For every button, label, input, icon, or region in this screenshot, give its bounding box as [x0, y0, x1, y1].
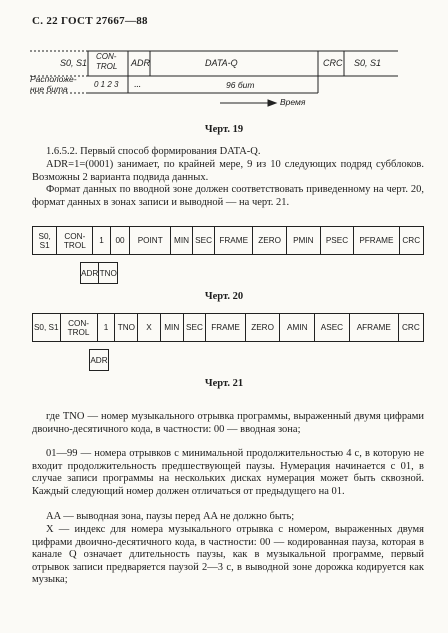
fig20-caption: Черт. 20 [204, 291, 244, 302]
fig20-cell-min: MIN [171, 227, 193, 255]
fig19-time-label: Время [280, 97, 306, 107]
fig19-cell-control: CON- TROL [96, 52, 118, 71]
fig21-cell-min: MIN [160, 314, 183, 342]
fig20-cell-tno: 00 [110, 227, 130, 255]
figure-21-table [32, 313, 424, 342]
paragraph-aa: AA — выводная зона, паузы перед AA не должно быть; [46, 511, 295, 522]
fig21-cell-amin: AMIN [280, 314, 315, 342]
fig21-cell-frame: FRAME [206, 314, 245, 342]
fig21-cell-sec: SEC [183, 314, 206, 342]
fig19-cell-dataq: DATA-Q [205, 58, 238, 68]
fig21-cell-asec: ASEC [315, 314, 350, 342]
paragraph-01-99: 01—99 — номера отрывков с минимальной продолжительностью 4 с, в которую не входит продолжительность предшествующей паузы. Нумерация начинается с 01, в случае записи программы на нескольких дисках нумерация может быть сквозной. Каждый следующий номер должен отличаться от предыдущего на 01. [32, 448, 424, 497]
figure-20-table [32, 226, 424, 255]
paragraph-adr: ADR=1=(0001) занимает, по крайней мере, 9 из 10 следующих подряд субблоков. Возможны 2 варианта подвида данных. [32, 159, 424, 183]
fig20-sub-adr: ADR [81, 263, 99, 284]
fig19-bits-start: 0 1 2 3 [94, 80, 119, 89]
fig20-cell-control: CON- TROL [57, 227, 93, 255]
fig20-cell-psec: PSEC [320, 227, 354, 255]
fig20-cell-frame: FRAME [215, 227, 253, 255]
fig19-cell-crc: CRC [323, 58, 343, 68]
fig19-cell-s0s1: S0, S1 [60, 58, 88, 68]
fig21-cell-x: X [138, 314, 161, 342]
fig21-caption: Черт. 21 [204, 378, 244, 389]
fig20-cell-zero: ZERO [253, 227, 287, 255]
fig20-cell-adr-bit: 1 [93, 227, 110, 255]
fig21-cell-zero: ZERO [245, 314, 280, 342]
figure-21-sub-table [89, 349, 109, 371]
fig19-caption: Черт. 19 [204, 124, 244, 135]
fig20-sub-tno: TNO [99, 263, 118, 284]
paragraph-x: X — индекс для номера музыкального отрывка с номером, выраженных двумя цифрами двоично-десятичного кода, в частности: 00 — кодированная пауза, которая в канале Q означает длительность паузы, как в музыкальной программе, первый отрывок записи предваряется паузой 2—3 с, в выводной зоне дорожка кодируется как музыка; [32, 524, 424, 585]
fig21-cell-tno: TNO [115, 314, 138, 342]
fig20-cell-pframe: PFRAME [354, 227, 399, 255]
fig19-bits-count: 96 бит [226, 80, 255, 90]
fig19-cell-adr: ADR [131, 58, 151, 68]
paragraph-format: Формат данных по вводной зоне должен соответствовать приведенному на черт. 20, формат данных в зонах записи и выводной — на черт. 21. [32, 184, 424, 208]
fig19-cell-s0s1-end: S0, S1 [354, 58, 382, 68]
paragraph-tno: где TNO — номер музыкального отрывка программы, выраженный двумя цифрами двоично-десятичного кода, в частности: 00 — вводная зона; [32, 411, 424, 435]
fig20-cell-crc: CRC [399, 227, 423, 255]
section-heading: 1.6.5.2. Первый способ формирования DATA-Q. [46, 146, 261, 157]
fig20-cell-s0s1: S0, S1 [33, 227, 57, 255]
fig21-sub-adr: ADR [90, 350, 109, 371]
page-header: С. 22 ГОСТ 27667—88 [32, 15, 148, 27]
fig21-cell-control: CON- TROL [60, 314, 97, 342]
fig19-dots: ... [134, 79, 141, 89]
figure-20-sub-table [80, 262, 118, 284]
fig20-cell-pmin: PMIN [287, 227, 321, 255]
fig19-row-label: Расположе- ние бита [30, 74, 77, 94]
fig21-cell-s0s1: S0, S1 [33, 314, 61, 342]
fig21-cell-crc: CRC [398, 314, 423, 342]
fig20-cell-sec: SEC [193, 227, 215, 255]
fig20-cell-point: POINT [130, 227, 171, 255]
fig21-cell-aframe: AFRAME [349, 314, 398, 342]
fig21-cell-adr-bit: 1 [97, 314, 115, 342]
